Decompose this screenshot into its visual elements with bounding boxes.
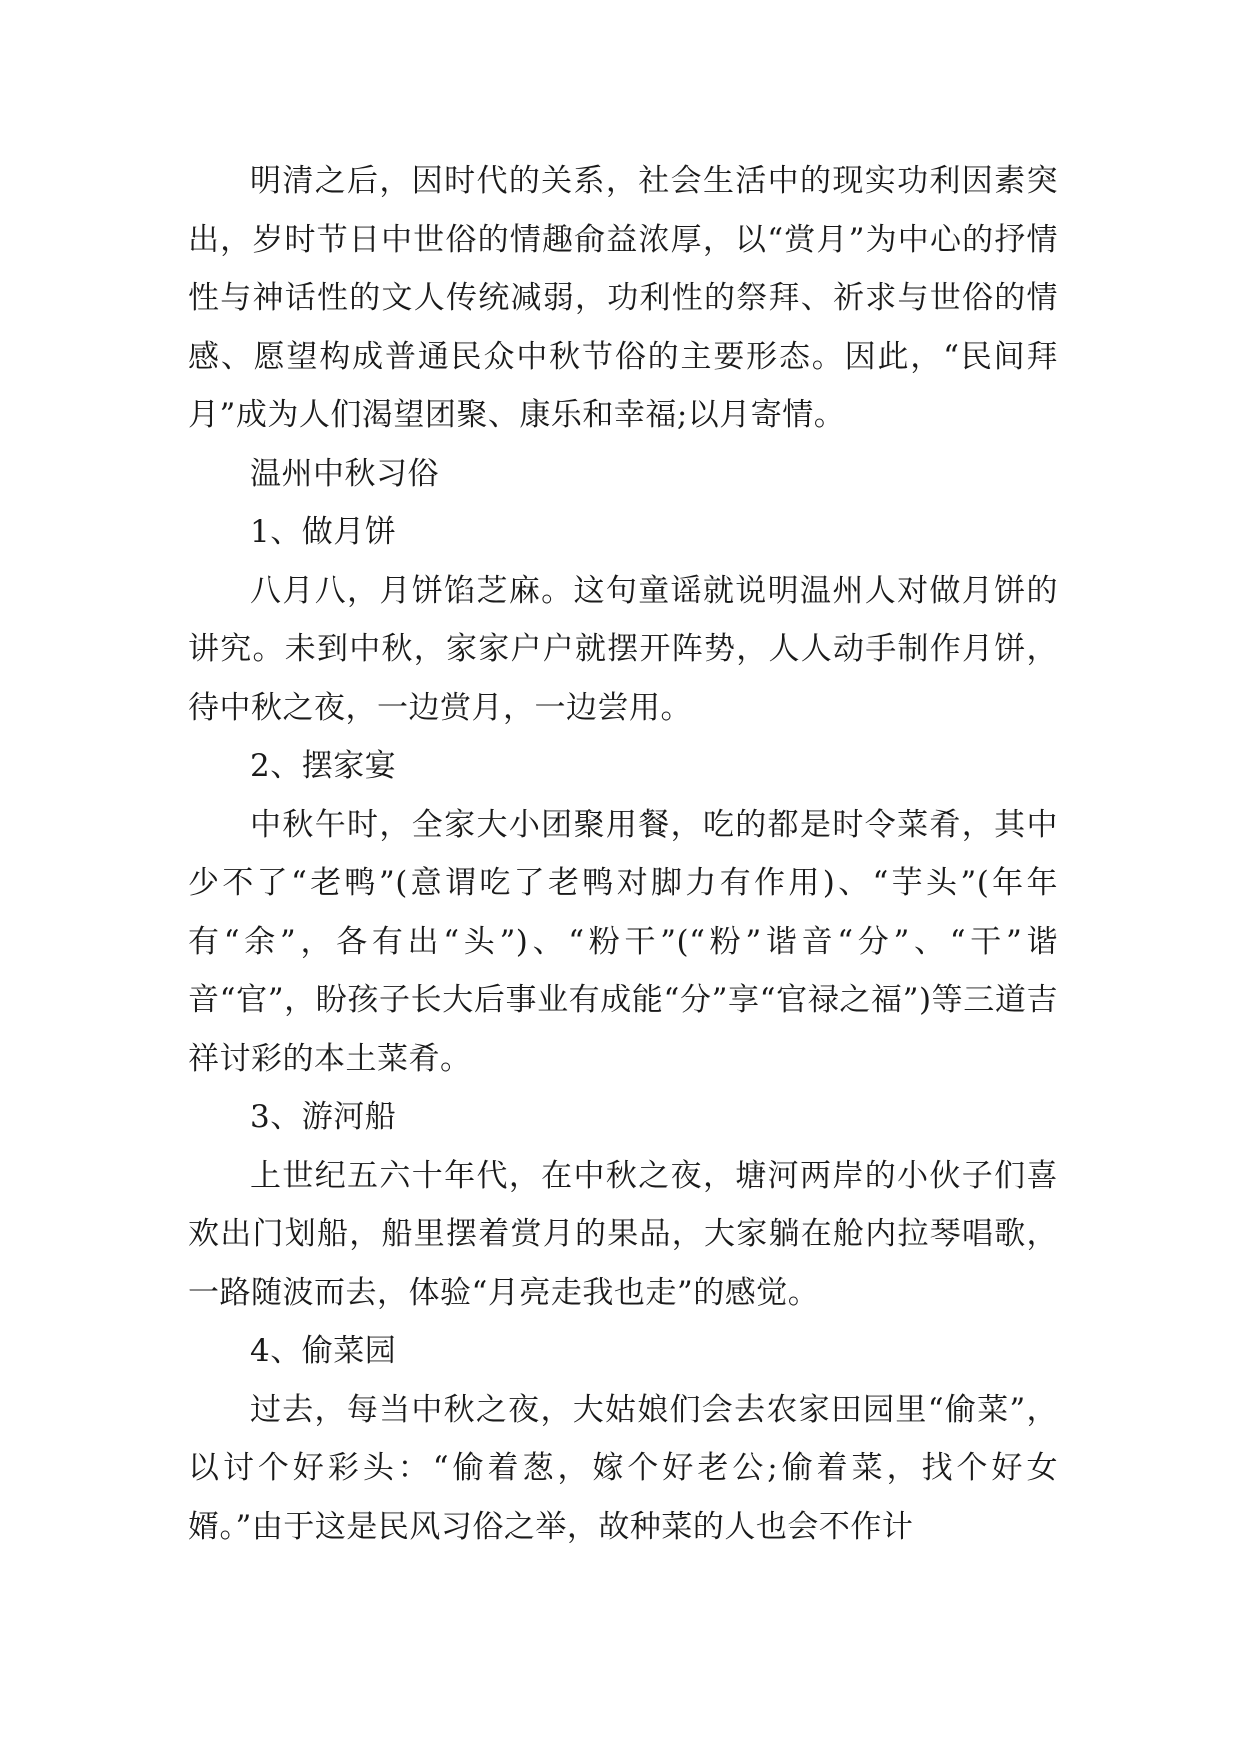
document-body: [188, 152, 1058, 1556]
paragraph-making-mooncakes: 八月八，月饼馅芝麻。这句童谣就说明温州人对做月饼的讲究。未到中秋，家家户户就摆开阵势，人人动手制作月饼，待中秋之夜，一边赏月，一边尝用。: [188, 572, 1058, 726]
subheading-river-boating: 3、游河船: [250, 1099, 397, 1135]
subheading-family-feast: 2、摆家宴: [250, 748, 397, 784]
subheading-making-mooncakes: 1、做月饼: [250, 514, 397, 550]
subheading-stealing-vegetables: 4、偷菜园: [250, 1333, 397, 1369]
paragraph-family-feast: 中秋午时，全家大小团聚用餐，吃的都是时令菜肴，其中少不了“老鸭”(意谓吃了老鸭对脚力有作用)、“芋头”(年年有“余”，各有出“头”)、“粉干”(“粉”谐音“分”、“干”谐音“官”，盼孩子长大后事业有成能“分”享“官禄之福”)等三道吉祥讨彩的本土菜肴。: [188, 806, 1058, 1077]
section-heading-wenzhou-customs: 温州中秋习俗: [250, 455, 439, 492]
paragraph-mid-autumn-history: 明清之后，因时代的关系，社会生活中的现实功利因素突出，岁时节日中世俗的情趣俞益浓厚，以“赏月”为中心的抒情性与神话性的文人传统减弱，功利性的祭拜、祈求与世俗的情感、愿望构成普通民众中秋节俗的主要形态。因此，“民间拜月”成为人们渴望团聚、康乐和幸福;以月寄情。: [188, 163, 1058, 433]
paragraph-river-boating: 上世纪五六十年代，在中秋之夜，塘河两岸的小伙子们喜欢出门划船，船里摆着赏月的果品，大家躺在舱内拉琴唱歌，一路随波而去，体验“月亮走我也走”的感觉。: [188, 1157, 1058, 1311]
paragraph-stealing-vegetables: 过去，每当中秋之夜，大姑娘们会去农家田园里“偷菜”，以讨个好彩头：“偷着葱，嫁个好老公;偷着菜，找个好女婿。”由于这是民风习俗之举，故种菜的人也会不作计: [188, 1391, 1058, 1545]
